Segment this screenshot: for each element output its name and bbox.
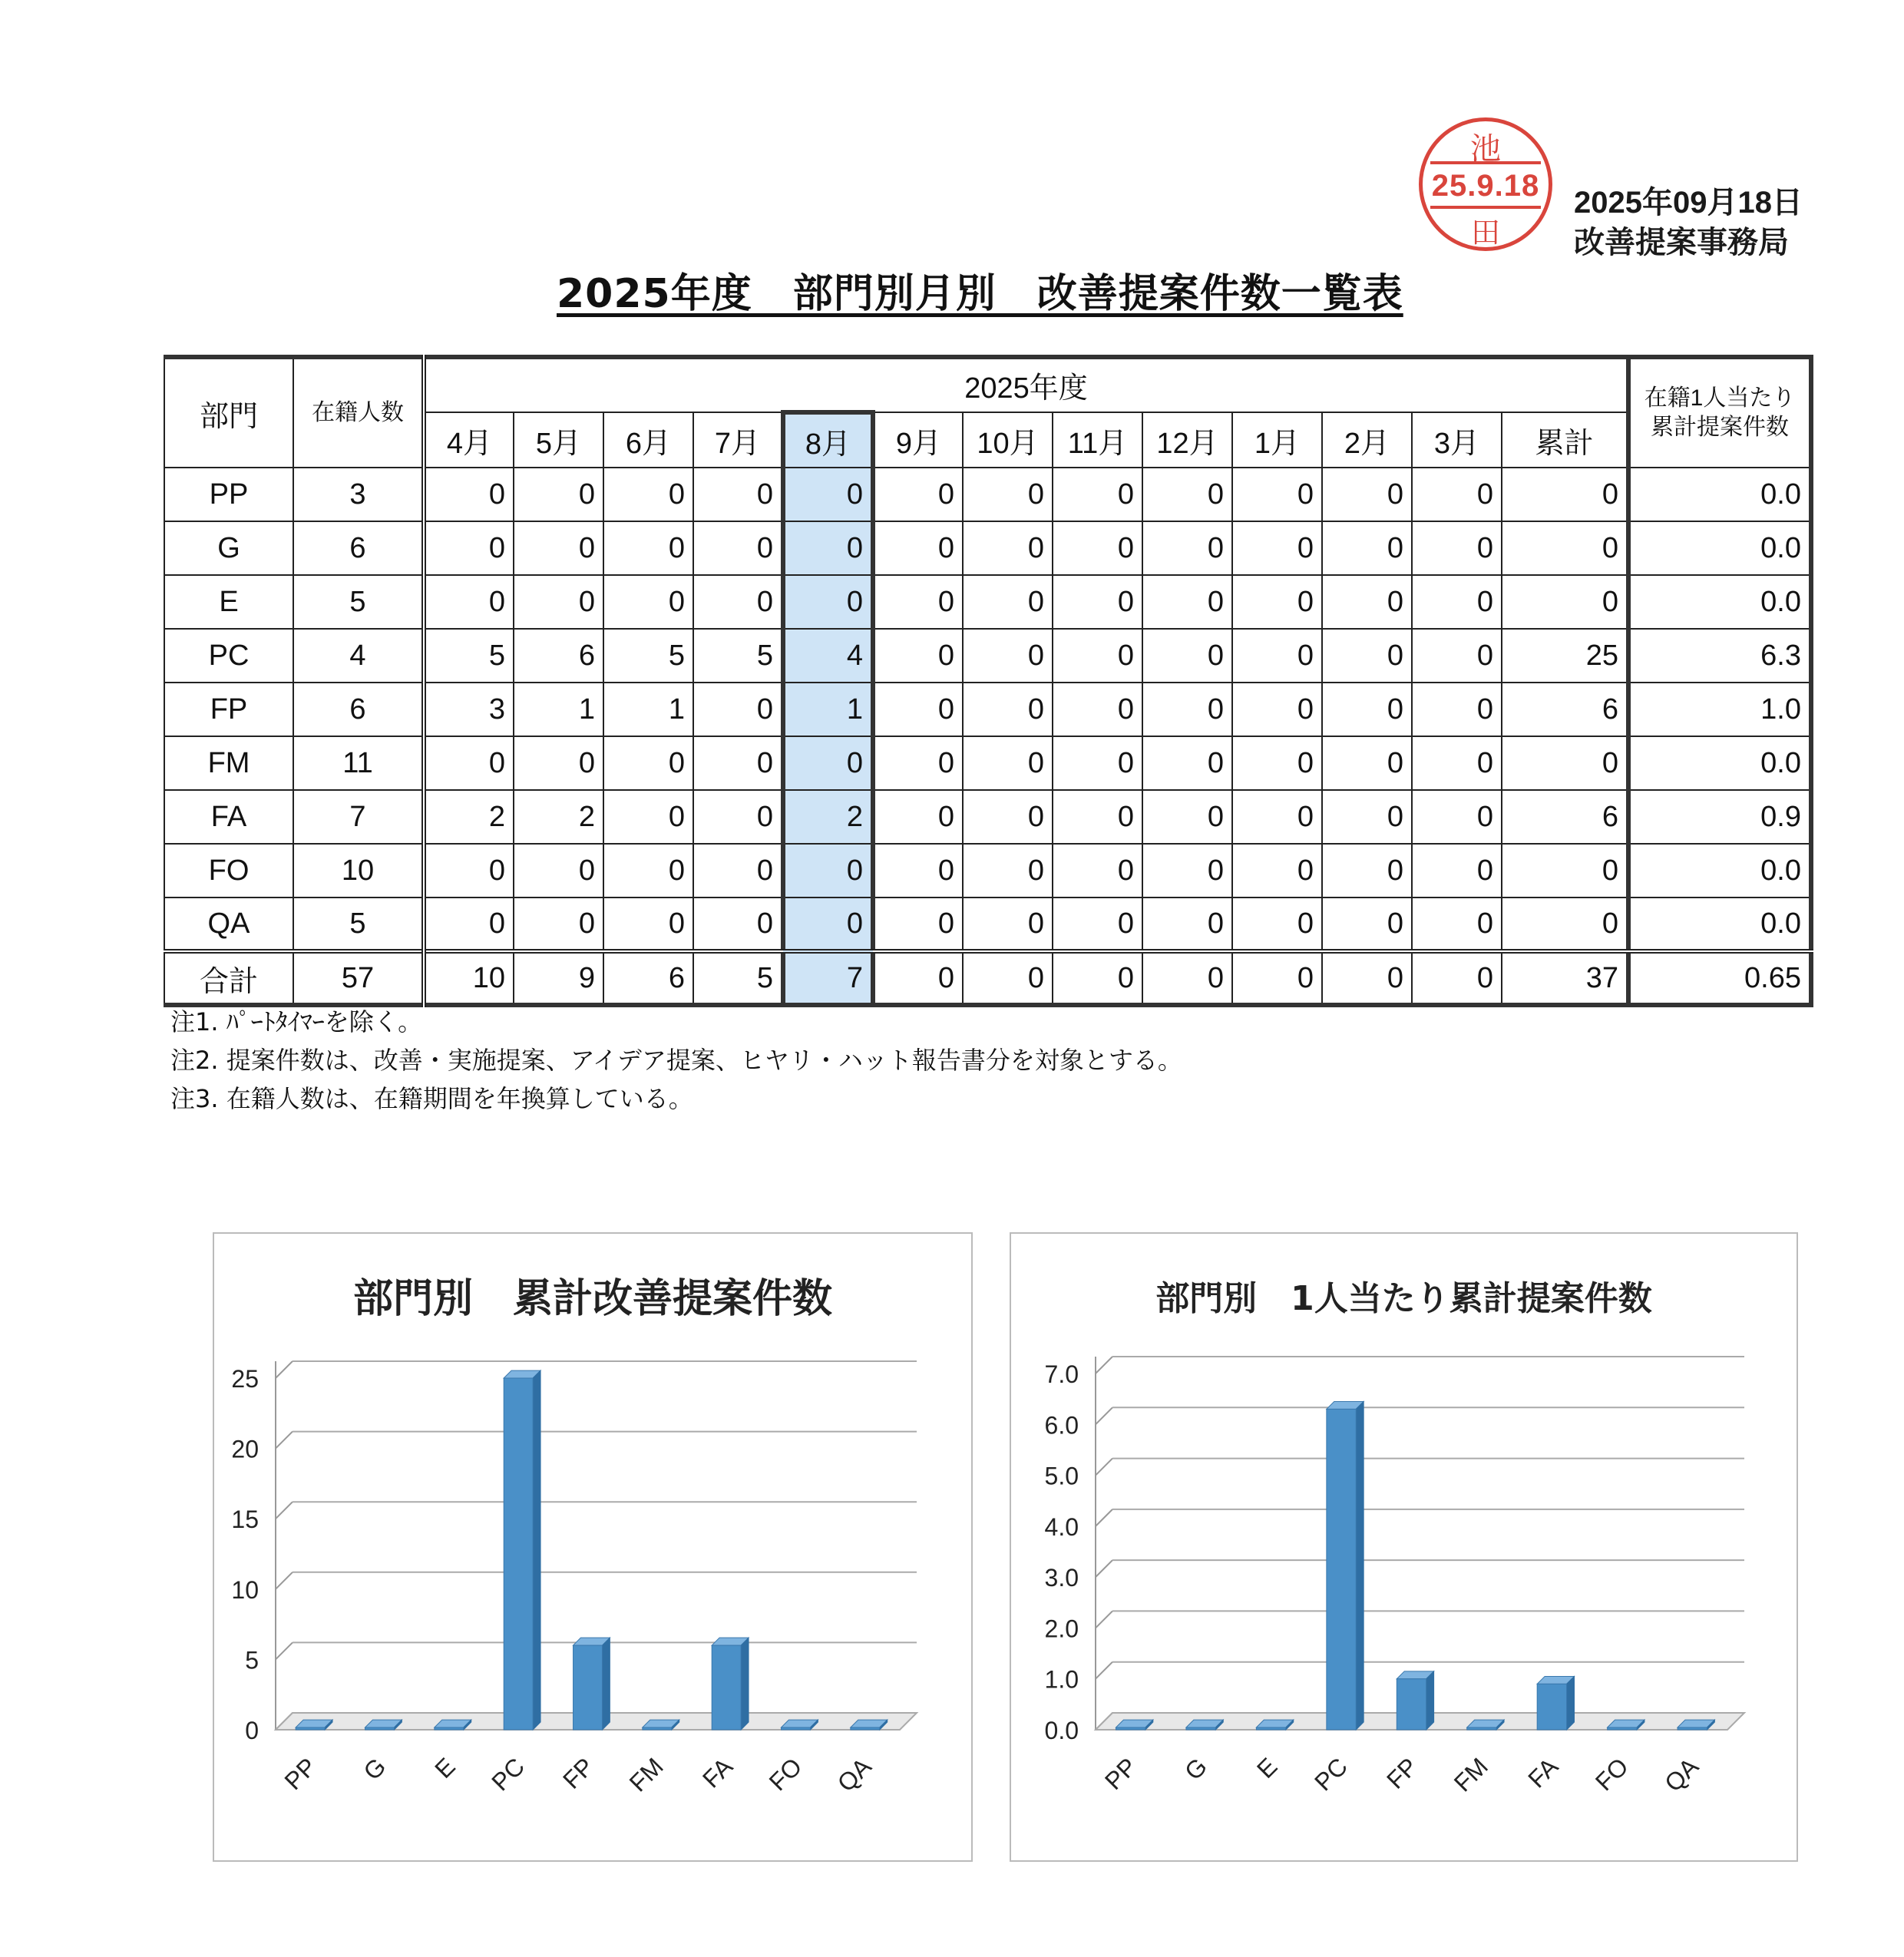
staff-cell: 6 [293,683,424,736]
month-cell: 0 [1322,898,1412,951]
x-tick-label: FO [1589,1752,1634,1797]
x-tick-label: FM [1448,1752,1493,1797]
x-tick-label: FP [1381,1752,1423,1794]
total-cell: 6 [1502,790,1628,844]
dept-cell: FO [164,844,293,898]
bar-side [1356,1402,1364,1731]
staff-cell: 6 [293,521,424,575]
header-dept: 部門 [164,357,293,468]
month-cell: 0 [693,898,783,951]
month-cell: 0 [783,468,873,521]
month-cell: 0 [1053,844,1142,898]
month-cell: 0 [1412,629,1502,683]
month-header-2: 5月 [514,412,603,468]
chart-title: 部門別 1人当たり累計提案件数 [1155,1279,1652,1318]
month-cell: 0 [603,736,693,790]
month-cell: 6 [603,951,693,1005]
y-tick-label: 6.0 [1044,1411,1079,1440]
bar [435,1727,464,1730]
per-person-cell: 0.9 [1628,790,1811,844]
gridline-diag [276,1361,293,1378]
per-header-line1: 在籍1人当たり [1644,385,1796,411]
month-cell: 0 [1412,844,1502,898]
month-cell: 0 [424,575,514,629]
bar [1186,1727,1215,1730]
y-tick-label: 20 [231,1435,259,1463]
gridline-diag [1096,1357,1112,1374]
staff-cell: 4 [293,629,424,683]
month-header-8: 11月 [1053,412,1142,468]
bar [1256,1727,1285,1730]
month-cell: 0 [693,521,783,575]
month-cell: 0 [693,844,783,898]
gridline-diag [1096,1407,1112,1424]
month-cell: 0 [1322,683,1412,736]
month-cell: 2 [424,790,514,844]
month-cell: 5 [693,951,783,1005]
bar [782,1727,811,1730]
x-tick-label: G [1179,1752,1213,1786]
stamp-divider [1430,161,1541,164]
y-tick-label: 0.0 [1044,1717,1079,1744]
month-cell: 10 [424,951,514,1005]
month-header-1: 4月 [424,412,514,468]
issuing-office: 改善提案事務局 [1574,226,1789,260]
staff-cell: 57 [293,951,424,1005]
table-row [164,521,1811,575]
month-header-6: 9月 [873,412,963,468]
bar-side [741,1638,749,1730]
approval-stamp [1419,117,1552,251]
table-row [164,629,1811,683]
month-cell: 0 [873,844,963,898]
total-cell: 6 [1502,683,1628,736]
month-cell: 0 [514,898,603,951]
month-cell: 0 [603,521,693,575]
bar-side [533,1370,540,1730]
month-cell: 0 [873,951,963,1005]
month-cell: 0 [873,683,963,736]
bar-side [602,1638,610,1730]
month-cell: 0 [514,736,603,790]
x-tick-label: PP [279,1752,322,1796]
gridline-diag [276,1572,293,1589]
month-cell: 0 [514,468,603,521]
chart-total-suggestions [213,1232,973,1862]
month-cell: 0 [1232,790,1322,844]
bar-side [1567,1676,1575,1730]
month-cell: 0 [1322,629,1412,683]
x-tick-label: PC [1309,1752,1354,1797]
month-cell: 0 [1142,575,1232,629]
month-cell: 0 [873,790,963,844]
chart-plot [1011,1234,1800,1863]
month-cell: 0 [1053,629,1142,683]
staff-cell: 7 [293,790,424,844]
month-cell: 5 [424,629,514,683]
table-row [164,736,1811,790]
table-row [164,898,1811,951]
month-cell: 0 [424,521,514,575]
month-cell: 0 [873,629,963,683]
month-header-9: 12月 [1142,412,1232,468]
month-cell: 0 [1412,683,1502,736]
month-cell: 6 [514,629,603,683]
x-tick-label: PC [486,1752,531,1797]
bar-side [1426,1671,1434,1730]
x-tick-label: E [1251,1752,1283,1784]
month-cell: 0 [1142,468,1232,521]
month-cell: 0 [783,521,873,575]
month-cell: 0 [1232,521,1322,575]
header-staff: 在籍人数 [293,357,424,468]
month-cell: 0 [1322,736,1412,790]
month-cell: 0 [1053,575,1142,629]
month-cell: 0 [1232,683,1322,736]
per-person-cell: 1.0 [1628,683,1811,736]
y-tick-label: 5.0 [1044,1462,1079,1490]
table-row [164,468,1811,521]
month-cell: 0 [963,790,1053,844]
total-cell: 0 [1502,844,1628,898]
month-cell: 0 [1142,683,1232,736]
month-cell: 0 [424,468,514,521]
x-tick-label: FP [557,1752,600,1794]
staff-cell: 5 [293,575,424,629]
month-cell: 0 [963,629,1053,683]
stamp-date: 25.9.18 [1431,169,1540,203]
month-header-5: 8月 [783,412,873,468]
gridline-diag [1096,1662,1112,1679]
chart-plot [214,1234,974,1863]
gridline-diag [276,1502,293,1519]
month-cell: 0 [1053,736,1142,790]
month-cell: 0 [1322,468,1412,521]
y-tick-label: 2.0 [1044,1615,1079,1643]
month-cell: 0 [873,521,963,575]
gridline-diag [1096,1459,1112,1476]
month-cell: 0 [424,898,514,951]
month-cell: 0 [514,575,603,629]
month-cell: 0 [693,468,783,521]
total-cell: 37 [1502,951,1628,1005]
bar [365,1727,395,1730]
bar [296,1727,325,1730]
x-tick-label: FA [696,1752,739,1793]
total-cell: 25 [1502,629,1628,683]
month-cell: 0 [1412,468,1502,521]
month-cell: 1 [603,683,693,736]
month-cell: 2 [783,790,873,844]
document-title: 2025年度 部門別月別 改善提案件数一覧表 [557,271,1403,317]
month-cell: 0 [1232,951,1322,1005]
per-person-cell: 0.0 [1628,575,1811,629]
staff-cell: 11 [293,736,424,790]
month-cell: 2 [514,790,603,844]
month-cell: 0 [783,575,873,629]
x-tick-label: QA [1659,1752,1704,1797]
month-cell: 0 [1412,898,1502,951]
month-cell: 0 [1142,898,1232,951]
month-cell: 0 [1232,898,1322,951]
month-cell: 0 [603,468,693,521]
month-cell: 0 [1053,898,1142,951]
dept-cell: PP [164,468,293,521]
total-cell: 0 [1502,521,1628,575]
x-tick-label: FO [763,1752,808,1797]
month-cell: 1 [514,683,603,736]
y-tick-label: 5 [245,1646,259,1674]
header-block [1574,183,1803,263]
y-tick-label: 0 [245,1717,259,1744]
month-cell: 0 [1322,521,1412,575]
month-cell: 0 [693,575,783,629]
month-cell: 0 [603,790,693,844]
month-cell: 0 [963,951,1053,1005]
month-cell: 0 [1322,844,1412,898]
x-tick-label: FM [623,1752,669,1797]
month-cell: 0 [1053,790,1142,844]
month-header-10: 1月 [1232,412,1322,468]
month-header-3: 6月 [603,412,693,468]
month-cell: 0 [1142,844,1232,898]
x-tick-label: FA [1522,1752,1564,1793]
month-cell: 0 [514,844,603,898]
month-cell: 0 [783,898,873,951]
bar [712,1645,741,1730]
month-cell: 0 [693,790,783,844]
month-cell: 0 [1412,575,1502,629]
gridline-diag [1096,1509,1112,1526]
staff-cell: 3 [293,468,424,521]
y-tick-label: 10 [231,1575,259,1604]
dept-cell: FP [164,683,293,736]
per-person-cell: 0.0 [1628,521,1811,575]
gridline-diag [1096,1611,1112,1628]
month-cell: 0 [1412,521,1502,575]
notes [170,1003,1182,1118]
chart-per-person [1010,1232,1798,1862]
month-cell: 0 [963,575,1053,629]
bar [1537,1684,1566,1730]
month-cell: 0 [1142,736,1232,790]
month-cell: 0 [1142,629,1232,683]
month-cell: 0 [693,736,783,790]
month-cell: 0 [424,844,514,898]
total-cell: 0 [1502,468,1628,521]
month-cell: 0 [963,844,1053,898]
month-cell: 4 [783,629,873,683]
month-cell: 0 [963,683,1053,736]
month-cell: 3 [424,683,514,736]
y-tick-label: 7.0 [1044,1360,1079,1388]
bar [1678,1727,1707,1730]
x-tick-label: E [429,1752,461,1784]
dept-cell: QA [164,898,293,951]
gridline-diag [276,1432,293,1449]
month-cell: 0 [873,736,963,790]
y-tick-label: 3.0 [1044,1564,1079,1592]
per-person-cell: 0.0 [1628,898,1811,951]
month-cell: 0 [1232,629,1322,683]
table-row [164,844,1811,898]
month-cell: 5 [603,629,693,683]
header-year: 2025年度 [424,357,1628,412]
per-person-cell: 0.65 [1628,951,1811,1005]
bar [1397,1679,1426,1730]
bar [574,1645,603,1730]
month-cell: 0 [1412,790,1502,844]
bar [1116,1727,1145,1730]
table-row [164,575,1811,629]
note-1: 注1. ﾊﾟｰﾄﾀｲﾏｰを除く。 [170,1007,423,1036]
month-cell: 0 [1142,790,1232,844]
header-per-person [1628,357,1811,468]
per-header-line2: 累計提案件数 [1651,415,1789,440]
table-row [164,790,1811,844]
month-cell: 0 [1322,790,1412,844]
month-header-4: 7月 [693,412,783,468]
month-cell: 0 [1053,468,1142,521]
month-cell: 0 [963,898,1053,951]
month-cell: 0 [873,468,963,521]
month-cell: 0 [1322,951,1412,1005]
dept-cell: FA [164,790,293,844]
month-cell: 0 [1412,951,1502,1005]
bar [643,1727,672,1730]
y-tick-label: 25 [231,1365,259,1393]
month-header-7: 10月 [963,412,1053,468]
dept-cell: PC [164,629,293,683]
bar [1467,1727,1496,1730]
dept-cell: G [164,521,293,575]
total-cell: 0 [1502,736,1628,790]
bar [851,1727,880,1730]
x-tick-label: G [358,1752,392,1786]
per-person-cell: 0.0 [1628,468,1811,521]
dept-cell: E [164,575,293,629]
per-person-cell: 0.0 [1628,736,1811,790]
bar [504,1378,533,1730]
month-cell: 0 [873,898,963,951]
staff-cell: 5 [293,898,424,951]
dept-cell: 合計 [164,951,293,1005]
month-cell: 1 [783,683,873,736]
month-cell: 0 [1053,521,1142,575]
month-cell: 7 [783,951,873,1005]
y-tick-label: 1.0 [1044,1665,1079,1694]
gridline-diag [1096,1560,1112,1577]
suggestion-table [164,355,1813,1007]
table-sum-row [164,951,1811,1005]
header-total: 累計 [1502,412,1628,468]
table-row [164,683,1811,736]
y-tick-label: 15 [231,1506,259,1534]
month-cell: 0 [1232,575,1322,629]
bar [1327,1409,1356,1730]
month-cell: 0 [1322,575,1412,629]
month-cell: 9 [514,951,603,1005]
month-cell: 0 [1053,683,1142,736]
month-cell: 0 [514,521,603,575]
month-cell: 0 [1232,844,1322,898]
month-cell: 0 [1053,951,1142,1005]
total-cell: 0 [1502,898,1628,951]
month-header-12: 3月 [1412,412,1502,468]
month-cell: 0 [603,844,693,898]
per-person-cell: 6.3 [1628,629,1811,683]
gridline-diag [276,1642,293,1659]
month-cell: 0 [693,683,783,736]
total-cell: 0 [1502,575,1628,629]
month-cell: 0 [603,898,693,951]
month-cell: 5 [693,629,783,683]
x-tick-label: PP [1099,1752,1142,1796]
month-cell: 0 [603,575,693,629]
bar [1608,1727,1637,1730]
month-cell: 0 [873,575,963,629]
x-tick-label: QA [831,1752,877,1797]
month-cell: 0 [424,736,514,790]
month-cell: 0 [963,521,1053,575]
staff-cell: 10 [293,844,424,898]
month-cell: 0 [1142,951,1232,1005]
month-cell: 0 [1232,736,1322,790]
month-cell: 0 [1412,736,1502,790]
note-3: 注3. 在籍人数は、在籍期間を年換算している。 [170,1084,693,1113]
stamp-bottom: 田 [1470,216,1500,250]
month-header-11: 2月 [1322,412,1412,468]
y-tick-label: 4.0 [1044,1512,1079,1541]
dept-cell: FM [164,736,293,790]
issue-date: 2025年09月18日 [1574,186,1803,220]
month-cell: 0 [963,736,1053,790]
chart-title: 部門別 累計改善提案件数 [352,1276,832,1322]
month-cell: 0 [1232,468,1322,521]
stamp-top: 池 [1470,131,1501,167]
month-cell: 0 [1142,521,1232,575]
month-cell: 0 [783,844,873,898]
note-2: 注2. 提案件数は、改善・実施提案、アイデア提案、ヒヤリ・ハット報告書分を対象とする。 [170,1046,1182,1075]
per-person-cell: 0.0 [1628,844,1811,898]
month-cell: 0 [963,468,1053,521]
month-cell: 0 [783,736,873,790]
